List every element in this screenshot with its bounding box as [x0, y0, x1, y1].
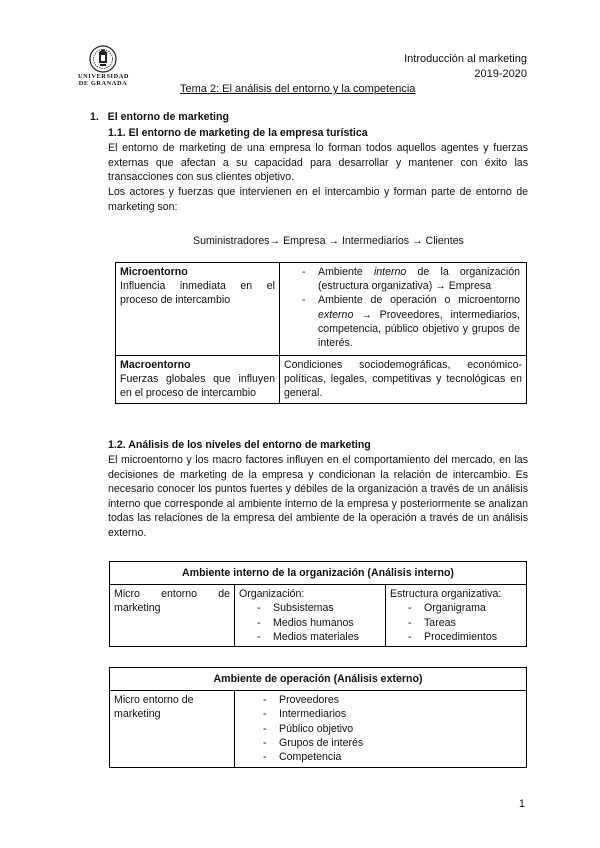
subsection-heading-1-2: 1.2. Análisis de los niveles del entorno de marketing: [108, 439, 371, 451]
macro-title: Macroentorno: [120, 359, 191, 371]
item-text: → Proveedores, intermediarios, competencia, público objetivo y grupos de interés.: [318, 308, 520, 350]
list-item: - Subsistemas: [253, 601, 381, 615]
organization-cell: [235, 585, 386, 647]
list-item: - Proveedores: [259, 693, 522, 707]
micro-title: Microentorno: [120, 266, 188, 278]
structure-list: [390, 601, 522, 644]
micro-description: Influencia inmediata en el proceso de intercambio: [120, 280, 275, 307]
academic-year: 2019-2020: [474, 68, 527, 80]
external-analysis-table: [109, 667, 527, 768]
paragraph-definition: El entorno de marketing de una empresa lo forman todos aquellos agentes y fuerzas externas que afectan a su capacidad para desarrollar y mantener con éxito las transacciones con sus clientes objetivo.: [108, 142, 528, 184]
internal-analysis-table: [109, 561, 527, 647]
list-item: - Competencia: [259, 750, 522, 764]
table-row: [110, 691, 527, 768]
page-number: 1: [518, 798, 525, 810]
micro-cell: [116, 263, 280, 356]
list-item: - Organigrama: [404, 601, 522, 615]
university-crest-icon: [88, 44, 118, 74]
table-row: [110, 668, 527, 691]
table-row: [116, 356, 527, 404]
item-emphasis: interno: [373, 266, 407, 278]
table-row: [116, 263, 527, 356]
external-table-title: Ambiente de operación (Análisis externo): [110, 668, 527, 691]
item-emphasis: externo: [318, 308, 354, 321]
subsection-heading-1-1: 1.1. El entorno de marketing de la empresa turística: [108, 127, 368, 139]
external-left-cell: Micro entorno de marketing: [110, 691, 235, 768]
organization-title: Organización:: [239, 588, 305, 601]
external-list: [253, 693, 522, 764]
item-text: Ambiente de operación o microentorno: [318, 294, 520, 307]
item-text: Ambiente: [318, 266, 374, 278]
table-row: [110, 585, 527, 647]
list-item: - Grupos de interés: [259, 736, 522, 750]
list-item: [298, 293, 520, 350]
micro-list: [298, 265, 520, 350]
structure-cell: [386, 585, 527, 647]
structure-title: Estructura organizativa:: [390, 588, 502, 601]
micro-content-cell: [280, 263, 527, 356]
macro-description: Fuerzas globales que influyen en el proceso de intercambio: [120, 373, 275, 400]
paragraph-analysis: El microentorno y los macro factores influyen en el comportamiento del mercado, en las decisiones de marketing de la empresa y condicionan la relación de intercambio. Es necesario conocer los puntos fuertes y débiles de la organización a través de un análisis interno que corresponde al ambiente interno de la empresa y posteriormente se analizan todas las relaciones de la empresa del ambiente de la operación a través de un análisis externo.: [108, 454, 528, 539]
list-item: - Público objetivo: [259, 722, 522, 736]
paragraph-actors: Los actores y fuerzas que intervienen en el intercambio y forman parte de entorno de marketing son:: [108, 186, 528, 213]
list-item: - Tareas: [404, 616, 522, 630]
macro-content: Condiciones sociodemográficas, económico-políticas, legales, competitivas y tecnológicas en general.: [280, 356, 527, 404]
item-text: de la organización (estructura organizativa) → Empresa: [318, 266, 520, 293]
supply-chain-line: Suministradores→ Empresa → Intermediarios → Clientes: [193, 235, 464, 247]
list-item: - Procedimientos: [404, 630, 522, 644]
topic-title: Tema 2: El análisis del entorno y la competencia: [180, 83, 416, 95]
course-name: Introducción al marketing: [404, 53, 527, 65]
section-heading: 1. El entorno de marketing: [90, 111, 229, 123]
list-item: - Medios materiales: [253, 630, 381, 644]
organization-list: [239, 601, 381, 644]
environment-table: [115, 262, 527, 404]
logo-text-line2: DE GRANADA: [78, 79, 128, 87]
table-row: [110, 562, 527, 585]
list-item: [298, 265, 520, 293]
macro-cell: [116, 356, 280, 404]
list-item: - Intermediarios: [259, 707, 522, 721]
external-list-cell: [235, 691, 527, 768]
list-item: - Medios humanos: [253, 616, 381, 630]
internal-table-title: Ambiente interno de la organización (Análisis interno): [110, 562, 527, 585]
internal-left-cell: Micro entorno de marketing: [110, 585, 235, 647]
logo-text-line1: UNIVERSIDAD: [78, 73, 130, 80]
university-logo: [78, 44, 128, 88]
